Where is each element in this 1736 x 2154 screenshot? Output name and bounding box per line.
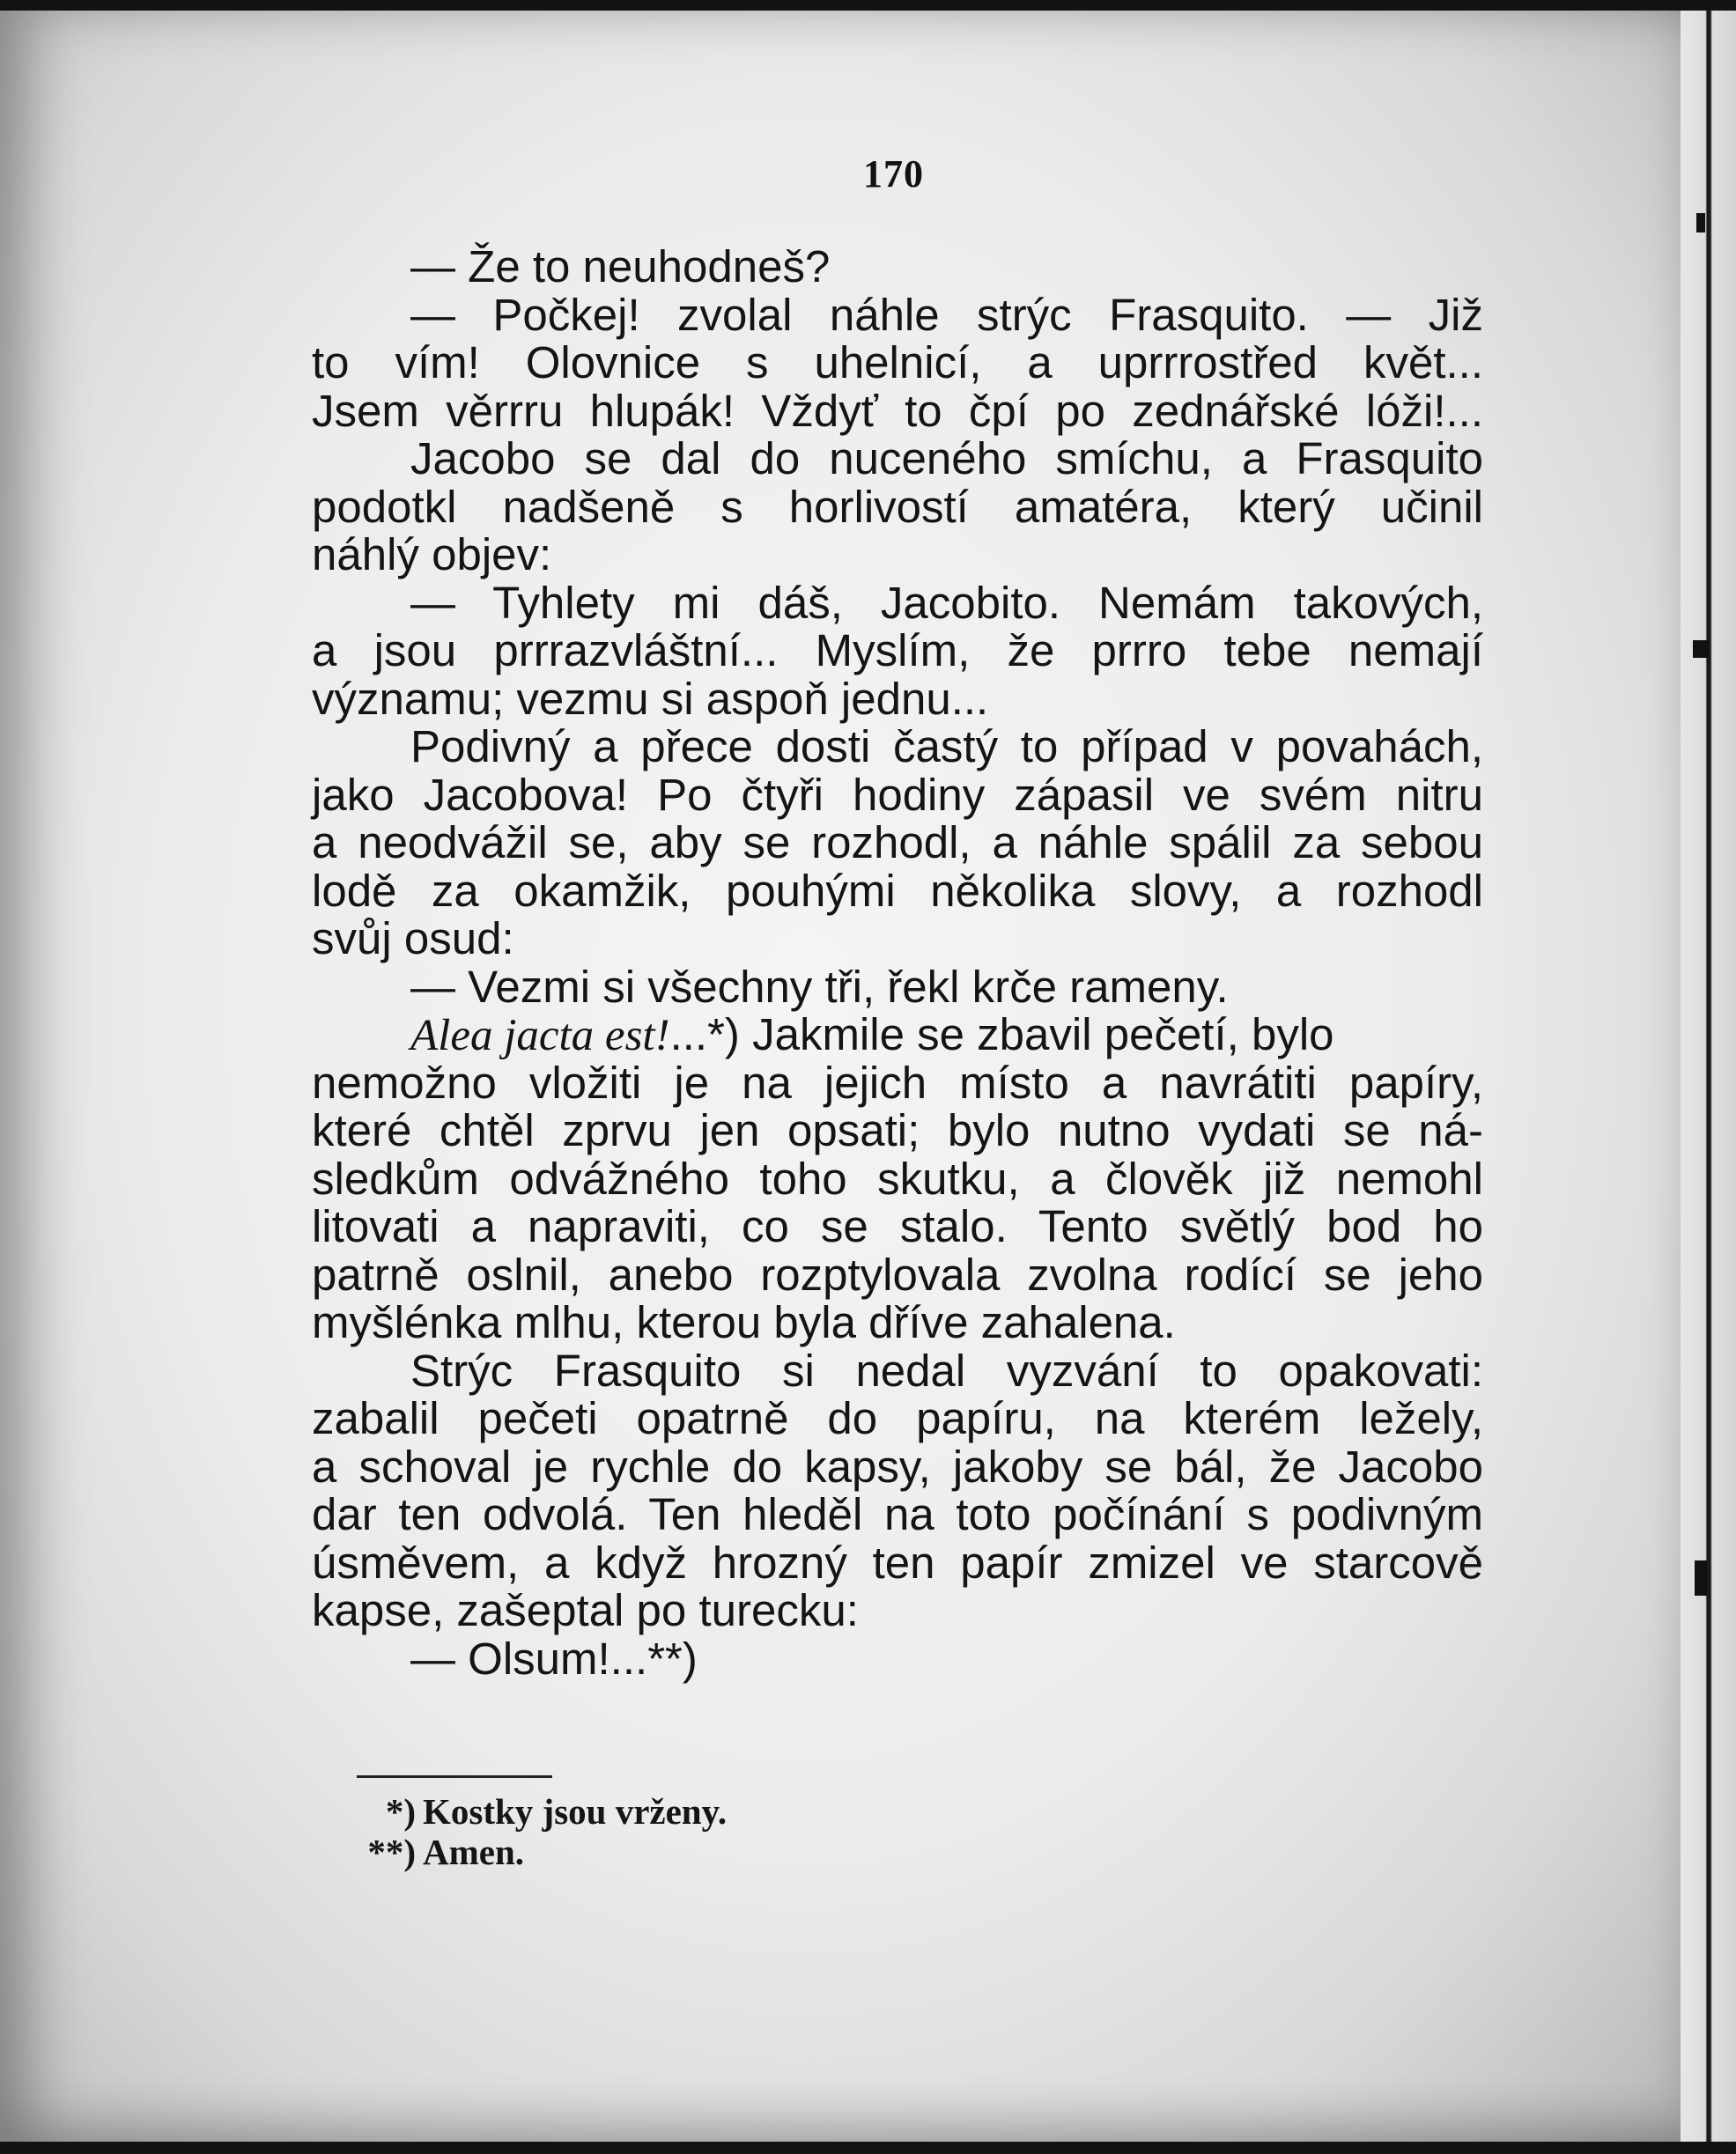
- footnote-rule: [357, 1775, 552, 1778]
- text-line: a jsou prrrazvláštní... Myslím, že prrro tebe nemají: [312, 625, 1483, 675]
- text-line: zabalil pečeti opatrně do papíru, na kterém ležely,: [312, 1393, 1483, 1443]
- text-line: úsměvem, a když hrozný ten papír zmizel ve starcově: [312, 1537, 1483, 1588]
- text-line: — Olsum!...**): [410, 1633, 698, 1684]
- edge-mark: [1696, 213, 1705, 232]
- footnote-mark: **): [367, 1832, 416, 1872]
- footnote: [351, 1791, 727, 1832]
- footnote-mark: *): [385, 1791, 416, 1832]
- text-line: náhlý objev:: [312, 529, 552, 579]
- edge-mark: [1693, 640, 1709, 658]
- page-number: 170: [863, 152, 924, 195]
- text-line: významu; vezmu si aspoň jednu...: [312, 673, 989, 724]
- text-line: sledkům odvážného toho skutku, a člověk již nemohl: [312, 1153, 1483, 1204]
- text-line: nemožno vložiti je na jejich místo a navrátiti papíry,: [312, 1057, 1483, 1108]
- text-line: lodě za okamžik, pouhými několika slovy, a rozhodl: [312, 865, 1483, 916]
- text-line-latin: [312, 1011, 1483, 1059]
- text-line: patrně oslnil, anebo rozptylovala zvolna rodící se jeho: [312, 1249, 1483, 1300]
- text-line: a neodvážil se, aby se rozhodl, a náhle spálil za sebou: [312, 817, 1483, 867]
- page-edge: [1681, 11, 1736, 2142]
- text-line: Podivný a přece dosti častý to případ v povahách,: [410, 721, 1483, 771]
- footnote: [351, 1832, 727, 1872]
- text-line: které chtěl zprvu jen opsati; bylo nutno vydati se ná-: [312, 1105, 1483, 1155]
- text-line: kapse, zašeptal po turecku:: [312, 1585, 859, 1635]
- text-line-rest: ...*) Jakmile se zbavil pečetí, bylo: [669, 1009, 1334, 1059]
- text-line: dar ten odvolá. Ten hleděl na toto počínání s podivným: [312, 1489, 1483, 1539]
- text-line: to vím! Olovnice s uhelnicí, a uprrrostřed květ...: [312, 337, 1483, 387]
- text-line: a schoval je rychle do kapsy, jakoby se bál, že Jacobo: [312, 1441, 1483, 1492]
- text-line: svůj osud:: [312, 913, 514, 963]
- footnotes: [351, 1791, 727, 1872]
- text-line: jako Jacobova! Po čtyři hodiny zápasil ve svém nitru: [312, 769, 1483, 820]
- text-line: — Vezmi si všechny tři, řekl krče rameny.: [410, 961, 1229, 1012]
- latin-phrase: Alea jacta est!: [410, 1011, 670, 1060]
- text-line: litovati a napraviti, co se stalo. Tento světlý bod ho: [312, 1201, 1483, 1251]
- text-line: — Počkej! zvolal náhle strýc Frasquito. — Již: [410, 289, 1483, 340]
- text-line: — Tyhlety mi dáš, Jacobito. Nemám takových,: [410, 577, 1483, 628]
- text-line: myšlénka mlhu, kterou byla dříve zahalena.: [312, 1297, 1176, 1347]
- footnote-text: Amen.: [423, 1832, 525, 1872]
- text-line: — Že to neuhodneš?: [410, 241, 831, 291]
- text-line: Jsem věrrru hlupák! Vždyť to čpí po zednářské lóži!...: [312, 385, 1483, 436]
- text-line: Strýc Frasquito si nedal vyzvání to opakovati:: [410, 1345, 1483, 1396]
- footnote-text: Kostky jsou vrženy.: [423, 1791, 728, 1832]
- text-line: podotkl nadšeně s horlivostí amatéra, který učinil: [312, 481, 1483, 532]
- text-line: Jacobo se dal do nuceného smíchu, a Frasquito: [410, 433, 1483, 483]
- edge-mark: [1695, 1560, 1707, 1596]
- body-text: [312, 243, 1483, 1683]
